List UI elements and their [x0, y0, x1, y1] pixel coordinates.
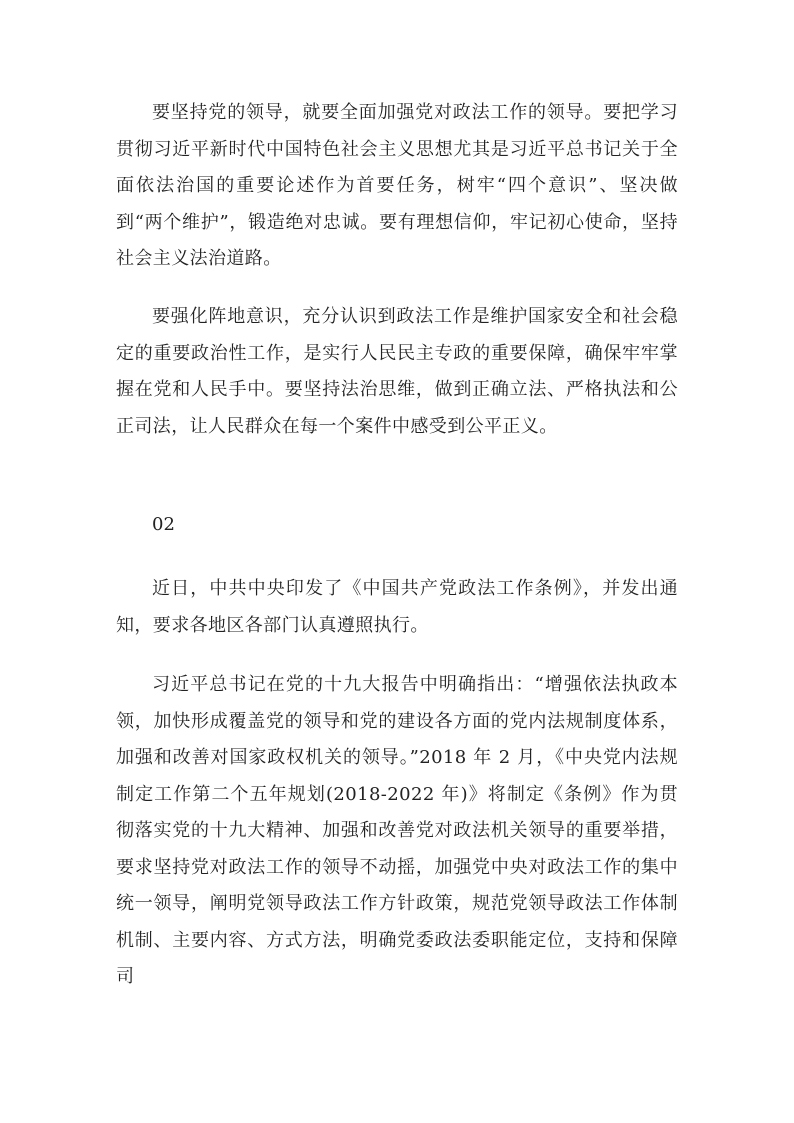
section-number: 02: [152, 514, 175, 535]
paragraph-regulation-notice: 近日，中共中央印发了《中国共产党政法工作条例》，并发出通知，要求各地区各部门认真遵照执行。: [116, 578, 678, 636]
paragraph-party-leadership: 要坚持党的领导，就要全面加强党对政法工作的领导。要把学习贯彻习近平新时代中国特色社会主义思想尤其是习近平总书记关于全面依法治国的重要论述作为首要任务，树牢“四个意识”、坚决做到“两个维护”，锻造绝对忠诚。要有理想信仰，牢记初心使命，坚持社会主义法治道路。: [116, 102, 678, 269]
paragraph-report-quote: 习近平总书记在党的十九大报告中明确指出：“增强依法执政本领，加快形成覆盖党的领导和党的建设各方面的党内法规制度体系，加强和改善对国家政权机关的领导。”2018 年 2 月，《中央党内法规制定工作第二个五年规划(2018-2022 年)》将制定《条例》作为贯彻落实党的十九大精神、加强和改善党对政法机关领导的重要举措，要求坚持党对政法工作的领导不动摇，加强党中央对政法工作的集中统一领导，阐明党领导政法工作方针政策，规范党领导政法工作体制机制、主要内容、方式方法，明确党委政法委职能定位，支持和保障司: [116, 674, 678, 987]
paragraph-position-awareness: 要强化阵地意识，充分认识到政法工作是维护国家安全和社会稳定的重要政治性工作，是实行人民民主专政的重要保障，确保牢牢掌握在党和人民手中。要坚持法治思维，做到正确立法、严格执法和公正司法，让人民群众在每一个案件中感受到公平正义。: [116, 306, 678, 437]
